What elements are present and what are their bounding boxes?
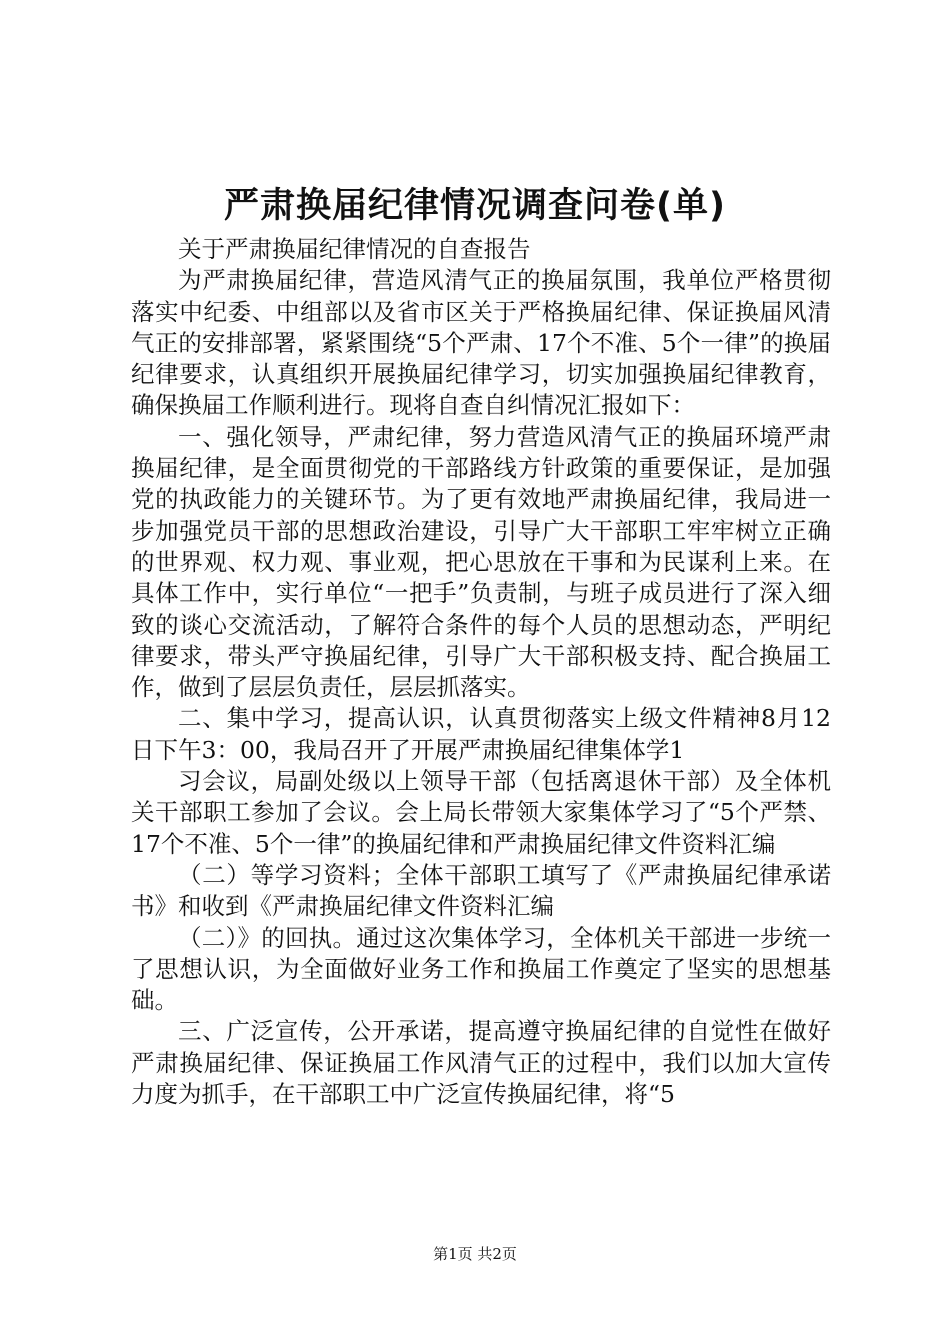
paragraph-section-2-cont: 习会议，局副处级以上领导干部（包括离退休干部）及全体机关干部职工参加了会议。会上局长带领大家集体学习了“5个严禁、17个不准、5个一律”的换届纪律和严肃换届纪律文件资料汇编 xyxy=(131,767,831,858)
paragraph-section-2-receipt: （二）》的回执。通过这次集体学习，全体机关干部进一步统一了思想认识，为全面做好业务工作和换届工作奠定了坚实的思想基础。 xyxy=(131,923,831,1015)
report-heading: 关于严肃换届纪律情况的自查报告 xyxy=(178,235,531,263)
paragraph-section-1: 一、强化领导，严肃纪律，努力营造风清气正的换届环境严肃换届纪律，是全面贯彻党的干部路线方针政策的重要保证，是加强党的执政能力的关键环节。为了更有效地严肃换届纪律，我局进一步加强党员干部的思想政治建设，引导广大干部职工牢牢树立正确的世界观、权力观、事业观，把心思放在干事和为民谋利上来。在具体工作中，实行单位“一把手”负责制，与班子成员进行了深入细致的谈心交流活动，了解符合条件的每个人员的思想动态，严明纪律要求，带头严守换届纪律，引导广大干部积极支持、配合换届工作，做到了层层负责任，层层抓落实。 xyxy=(131,422,831,702)
document-title: 严肃换届纪律情况调查问卷(单) xyxy=(224,186,726,226)
paragraph-section-3: 三、广泛宣传，公开承诺，提高遵守换届纪律的自觉性在做好严肃换届纪律、保证换届工作风清气正的过程中，我们以加大宣传力度为抓手，在干部职工中广泛宣传换届纪律，将“5 xyxy=(131,1017,831,1109)
page-number-footer: 第1页 共2页 xyxy=(433,1245,517,1263)
paragraph-intro: 为严肃换届纪律，营造风清气正的换届氛围，我单位严格贯彻落实中纪委、中组部以及省市区关于严格换届纪律、保证换届风清气正的安排部署，紧紧围绕“5个严肃、17个不准、5个一律”的换届纪律要求，认真组织开展换届纪律学习，切实加强换届纪律教育，确保换届工作顺利进行。现将自查自纠情况汇报如下： xyxy=(131,266,831,420)
document-body xyxy=(131,234,831,1110)
paragraph-section-2: 二、集中学习，提高认识，认真贯彻落实上级文件精神8月12日下午3：00，我局召开了开展严肃换届纪律集体学1 xyxy=(131,704,831,764)
paragraph-section-2-materials: （二）等学习资料；全体干部职工填写了《严肃换届纪律承诺书》和收到《严肃换届纪律文件资料汇编 xyxy=(131,860,831,921)
